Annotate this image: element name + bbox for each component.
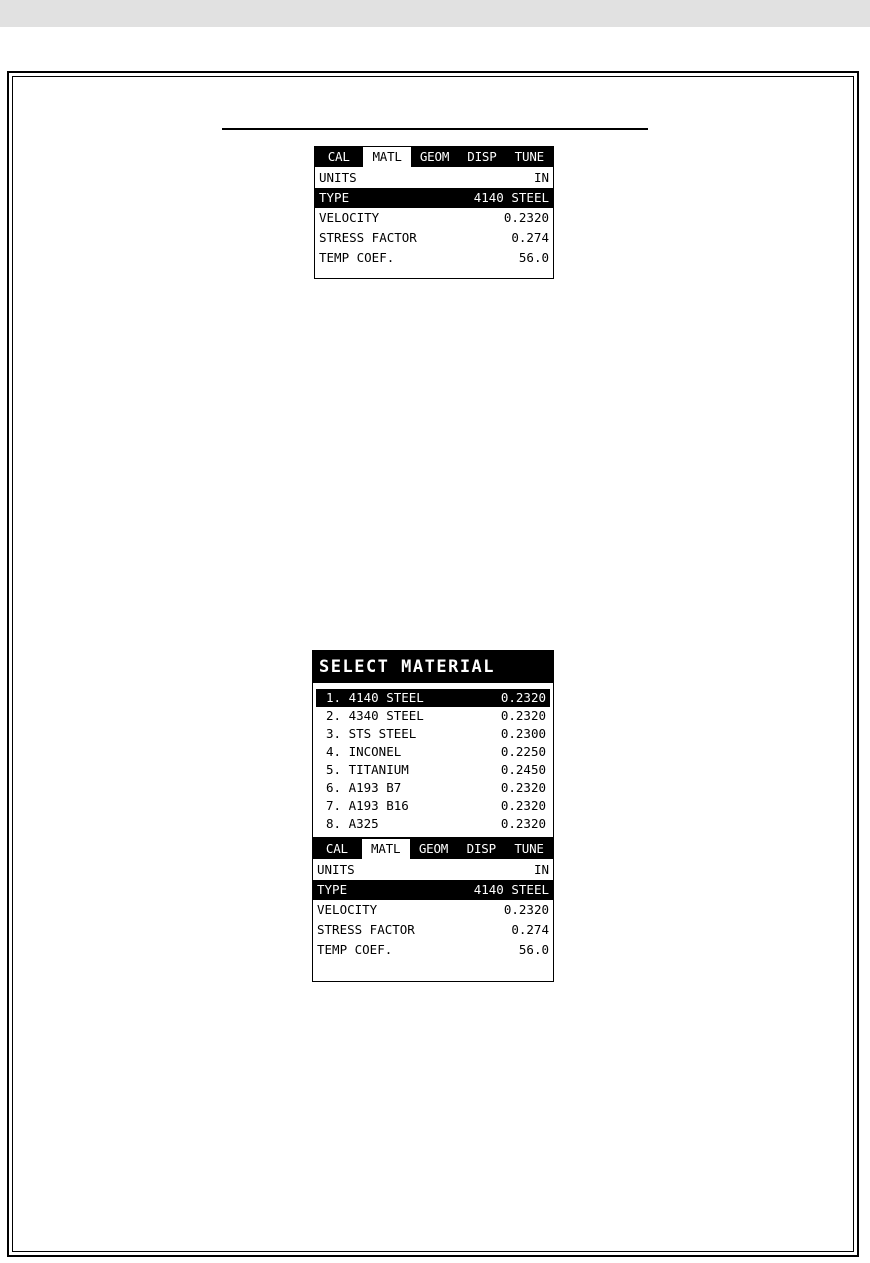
row-value: 4140 STEEL bbox=[473, 190, 549, 205]
tab-disp[interactable]: DISP bbox=[466, 841, 496, 856]
menu-row-stress-factor[interactable] bbox=[313, 920, 553, 940]
tab-geom[interactable]: GEOM bbox=[418, 841, 449, 856]
material-list bbox=[313, 683, 553, 837]
row-value: 56.0 bbox=[518, 250, 549, 265]
tab-matl[interactable]: MATL bbox=[362, 147, 410, 167]
material-name: 4. INCONEL bbox=[326, 744, 402, 759]
tab-geom[interactable]: GEOM bbox=[419, 149, 450, 164]
menu-tabs bbox=[313, 839, 553, 859]
row-label: VELOCITY bbox=[319, 210, 380, 225]
row-value: 0.274 bbox=[511, 230, 549, 245]
row-label: TEMP COEF. bbox=[319, 250, 395, 265]
material-velocity: 0.2320 bbox=[500, 780, 546, 795]
menu-row-stress-factor[interactable] bbox=[315, 228, 553, 248]
tab-cal[interactable]: CAL bbox=[325, 841, 348, 856]
menu-row-units[interactable] bbox=[315, 168, 553, 188]
tab-matl[interactable]: MATL bbox=[361, 839, 410, 859]
material-velocity: 0.2320 bbox=[500, 690, 546, 705]
lcd-select-material-screen bbox=[312, 650, 554, 982]
row-label: UNITS bbox=[319, 170, 357, 185]
material-velocity: 0.2450 bbox=[500, 762, 546, 777]
tab-tune[interactable]: TUNE bbox=[514, 841, 544, 856]
select-material-title: SELECT MATERIAL bbox=[313, 651, 553, 683]
row-label: STRESS FACTOR bbox=[319, 230, 417, 245]
row-label: VELOCITY bbox=[317, 902, 378, 917]
menu-row-velocity[interactable] bbox=[313, 900, 553, 920]
menu-row-temp-coef[interactable] bbox=[313, 940, 553, 960]
material-item-a193-b16[interactable] bbox=[316, 797, 550, 815]
menu-row-velocity[interactable] bbox=[315, 208, 553, 228]
material-name: 8. A325 bbox=[326, 816, 379, 831]
menu-rows bbox=[313, 859, 553, 960]
material-name: 3. STS STEEL bbox=[326, 726, 417, 741]
material-name: 2. 4340 STEEL bbox=[326, 708, 424, 723]
row-value: IN bbox=[533, 862, 549, 877]
menu-row-type[interactable] bbox=[313, 880, 553, 900]
row-label: TYPE bbox=[319, 190, 350, 205]
row-value: 0.2320 bbox=[503, 210, 549, 225]
material-item-4140-steel[interactable] bbox=[316, 689, 550, 707]
row-value: 0.274 bbox=[511, 922, 549, 937]
row-value: 56.0 bbox=[518, 942, 549, 957]
row-label: TEMP COEF. bbox=[317, 942, 393, 957]
material-name: 6. A193 B7 bbox=[326, 780, 402, 795]
menu-row-type[interactable] bbox=[315, 188, 553, 208]
lcd-menu-screen bbox=[314, 146, 554, 279]
material-item-inconel[interactable] bbox=[316, 743, 550, 761]
material-item-a325[interactable] bbox=[316, 815, 550, 833]
material-item-titanium[interactable] bbox=[316, 761, 550, 779]
row-value: 0.2320 bbox=[503, 902, 549, 917]
material-velocity: 0.2250 bbox=[500, 744, 546, 759]
row-value: IN bbox=[533, 170, 549, 185]
material-item-a193-b7[interactable] bbox=[316, 779, 550, 797]
material-velocity: 0.2320 bbox=[500, 816, 546, 831]
row-label: STRESS FACTOR bbox=[317, 922, 415, 937]
material-name: 7. A193 B16 bbox=[326, 798, 409, 813]
menu-tabs bbox=[315, 147, 553, 167]
row-label: TYPE bbox=[317, 882, 348, 897]
material-name: 1. 4140 STEEL bbox=[326, 690, 424, 705]
material-velocity: 0.2320 bbox=[500, 708, 546, 723]
material-name: 5. TITANIUM bbox=[326, 762, 409, 777]
tab-cal[interactable]: CAL bbox=[327, 149, 350, 164]
material-item-sts-steel[interactable] bbox=[316, 725, 550, 743]
menu-row-units[interactable] bbox=[313, 860, 553, 880]
tab-disp[interactable]: DISP bbox=[467, 149, 497, 164]
menu-row-temp-coef[interactable] bbox=[315, 248, 553, 268]
material-velocity: 0.2300 bbox=[500, 726, 546, 741]
menu-rows bbox=[315, 167, 553, 268]
tab-tune[interactable]: TUNE bbox=[514, 149, 544, 164]
section-rule bbox=[222, 128, 648, 130]
row-label: UNITS bbox=[317, 862, 355, 877]
material-velocity: 0.2320 bbox=[500, 798, 546, 813]
row-value: 4140 STEEL bbox=[473, 882, 549, 897]
material-item-4340-steel[interactable] bbox=[316, 707, 550, 725]
page-header-bar bbox=[0, 0, 870, 27]
